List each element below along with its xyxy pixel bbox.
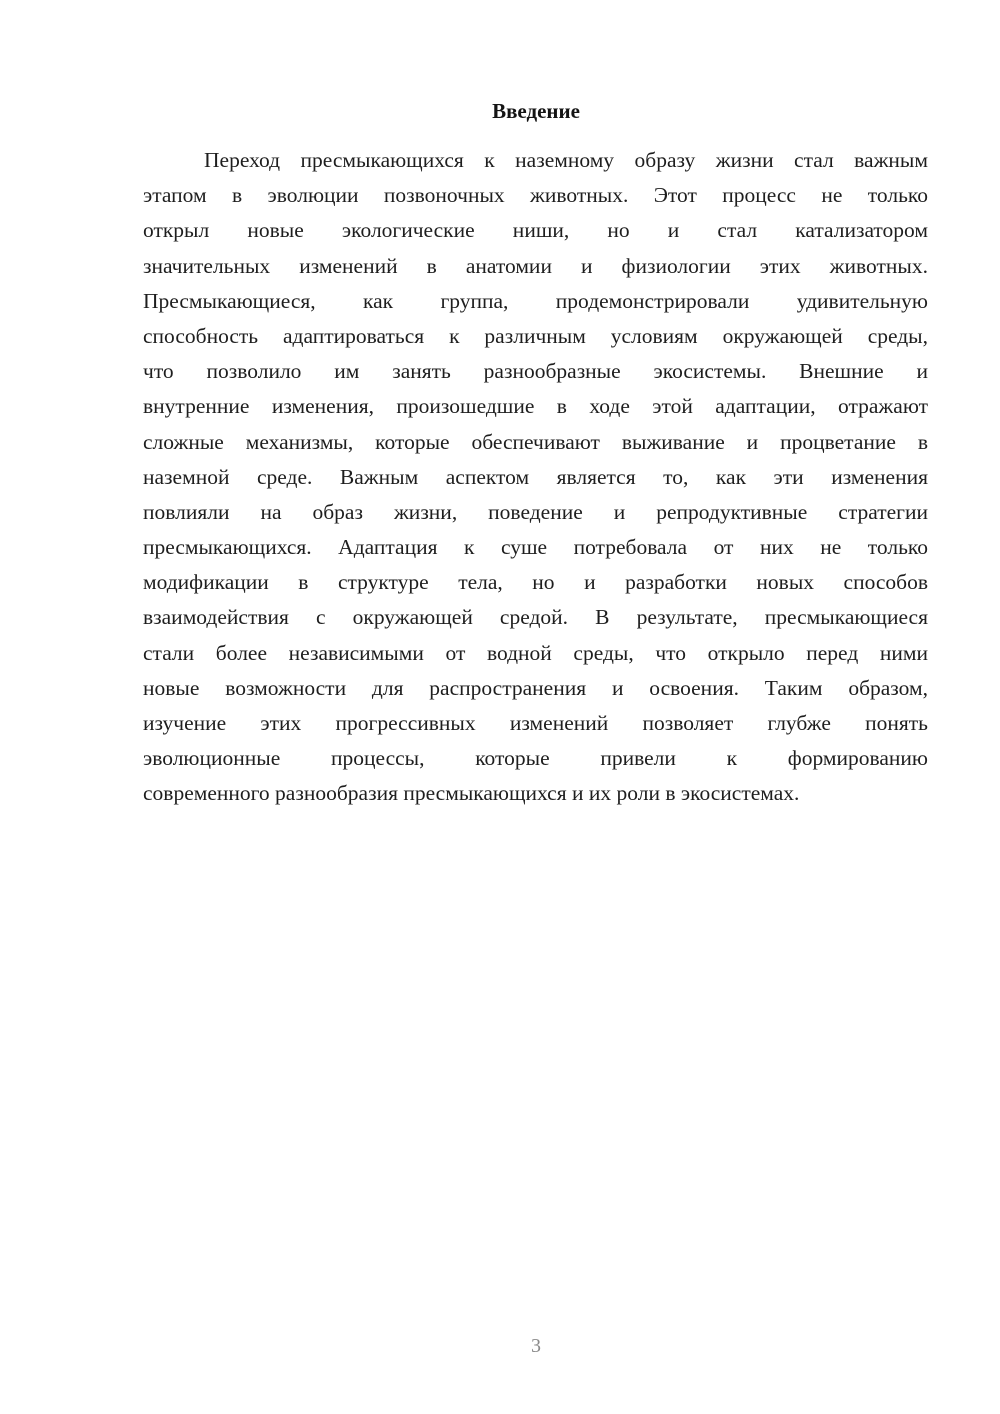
paragraph-line: повлияли на образ жизни, поведение и репродуктивные стратегии xyxy=(143,499,928,524)
paragraph-line: что позволило им занять разнообразные экосистемы. Внешние и xyxy=(143,359,928,384)
paragraph-line: способность адаптироваться к различным условиям окружающей среды, xyxy=(143,323,928,348)
paragraph-line: новые возможности для распространения и освоения. Таким образом, xyxy=(143,675,928,700)
paragraph-line: модификации в структуре тела, но и разработки новых способов xyxy=(143,570,928,595)
paragraph-line: взаимодействия с окружающей средой. В результате, пресмыкающиеся xyxy=(143,605,928,630)
page-number: 3 xyxy=(531,1335,541,1357)
intro-paragraph xyxy=(143,143,928,812)
paragraph-line: Пресмыкающиеся, как группа, продемонстрировали удивительную xyxy=(143,288,928,313)
paragraph-line: пресмыкающихся. Адаптация к суше потребовала от них не только xyxy=(143,535,928,560)
paragraph-line: современного разнообразия пресмыкающихся и их роли в экосистемах. xyxy=(143,781,800,806)
paragraph-line: эволюционные процессы, которые привели к формированию xyxy=(143,746,928,771)
paragraph-line: наземной среде. Важным аспектом является то, как эти изменения xyxy=(143,464,928,489)
section-heading: Введение xyxy=(492,99,580,123)
paragraph-line: сложные механизмы, которые обеспечивают выживание и процветание в xyxy=(143,429,928,454)
paragraph-line: открыл новые экологические ниши, но и стал катализатором xyxy=(143,218,928,243)
paragraph-line: внутренние изменения, произошедшие в ходе этой адаптации, отражают xyxy=(143,394,928,419)
paragraph-line: этапом в эволюции позвоночных животных. Этот процесс не только xyxy=(143,183,928,208)
paragraph-line: изучение этих прогрессивных изменений позволяет глубже понять xyxy=(143,711,928,735)
paragraph-line: значительных изменений в анатомии и физиологии этих животных. xyxy=(143,253,928,278)
paragraph-line: стали более независимыми от водной среды, что открыло перед ними xyxy=(143,640,928,665)
paragraph-line: Переход пресмыкающихся к наземному образу жизни стал важным xyxy=(204,148,928,172)
